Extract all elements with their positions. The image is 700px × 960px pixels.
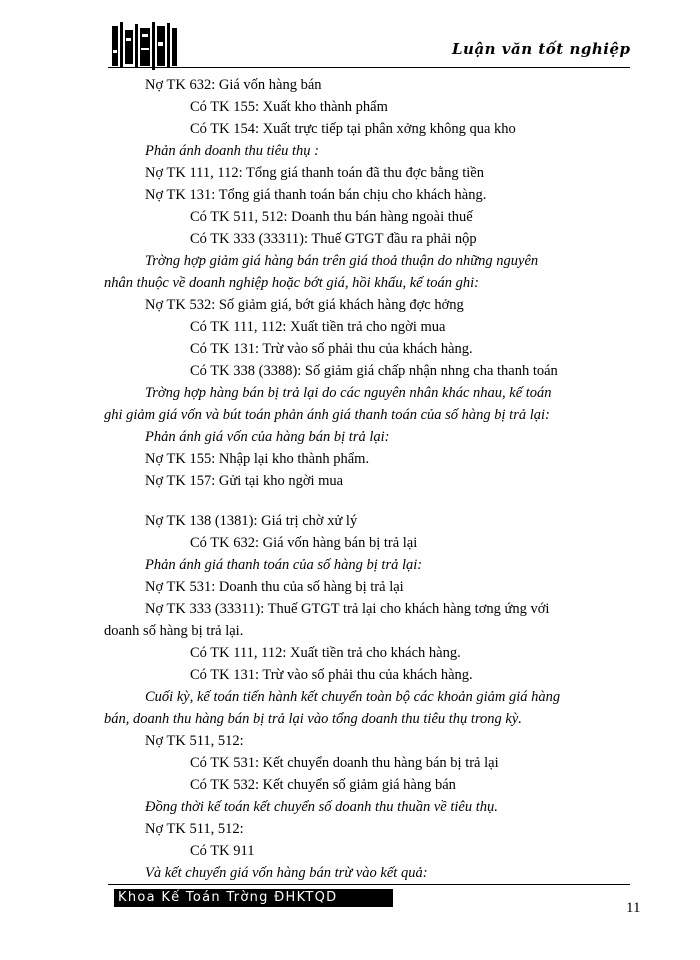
- text-line: Trờng hợp hàng bán bị trả lại do các nguyên nhân khác nhau, kế toán: [145, 385, 552, 401]
- text-line: Nợ TK 111, 112: Tổng giá thanh toán đã thu đợc bằng tiền: [145, 165, 484, 181]
- text-line: Nợ TK 632: Giá vốn hàng bán: [145, 77, 322, 93]
- text-line: Có TK 532: Kết chuyển số giảm giá hàng bán: [190, 777, 456, 793]
- page-number: 11: [626, 900, 641, 916]
- text-line: doanh số hàng bị trả lại.: [104, 623, 244, 639]
- text-line: Có TK 155: Xuất kho thành phẩm: [190, 99, 388, 115]
- text-line: Nợ TK 131: Tổng giá thanh toán bán chịu cho khách hàng.: [145, 187, 487, 203]
- text-line: nhân thuộc về doanh nghiệp hoặc bớt giá, hồi khấu, kế toán ghi:: [104, 275, 480, 291]
- text-line: Nợ TK 511, 512:: [145, 821, 244, 837]
- text-line: bán, doanh thu hàng bán bị trả lại vào tổng doanh thu tiêu thụ trong kỳ.: [104, 711, 522, 727]
- text-line: Có TK 511, 512: Doanh thu bán hàng ngoài thuế: [190, 209, 473, 225]
- text-line: Có TK 632: Giá vốn hàng bán bị trả lại: [190, 535, 418, 551]
- text-line: Nợ TK 333 (33311): Thuế GTGT trả lại cho khách hàng tơng ứng với: [145, 601, 550, 617]
- text-line: Có TK 911: [190, 843, 255, 859]
- text-line: Phản ánh giá vốn của hàng bán bị trả lại:: [145, 429, 390, 445]
- text-line: Có TK 131: Trừ vào số phải thu của khách hàng.: [190, 341, 473, 357]
- text-line: Và kết chuyển giá vốn hàng bán trừ vào kết quả:: [145, 865, 428, 881]
- text-line: Có TK 111, 112: Xuất tiền trả cho khách hàng.: [190, 645, 461, 661]
- footer-divider: [108, 884, 630, 885]
- text-line: Nợ TK 157: Gửi tại kho ngời mua: [145, 473, 344, 489]
- text-line: Nợ TK 155: Nhập lại kho thành phẩm.: [145, 451, 370, 467]
- text-line: Nợ TK 531: Doanh thu của số hàng bị trả lại: [145, 579, 404, 595]
- text-line: Có TK 338 (3388): Số giảm giá chấp nhận nhng cha thanh toán: [190, 363, 558, 379]
- text-line: Cuối kỳ, kế toán tiến hành kết chuyển toàn bộ các khoản giảm giá hàng: [145, 689, 561, 705]
- text-line: Nợ TK 532: Số giảm giá, bớt giá khách hàng đợc hởng: [145, 297, 464, 313]
- text-line: Phản ánh giá thanh toán của số hàng bị trả lại:: [145, 557, 423, 573]
- text-line: Trờng hợp giảm giá hàng bán trên giá thoả thuận do những nguyên: [145, 253, 539, 269]
- logo-graphic: [110, 20, 178, 72]
- text-line: Có TK 154: Xuất trực tiếp tại phân xởng không qua kho: [190, 121, 516, 137]
- text-line: Có TK 333 (33311): Thuế GTGT đầu ra phải nộp: [190, 231, 477, 247]
- text-line: Nợ TK 511, 512:: [145, 733, 244, 749]
- footer-banner: Khoa Kế Toán Trờng ĐHKTQD: [114, 889, 393, 907]
- header-title: Luận văn tốt nghiệp: [452, 40, 631, 58]
- text-line: Đồng thời kế toán kết chuyển số doanh thu thuần về tiêu thụ.: [145, 799, 498, 815]
- text-line: Phản ánh doanh thu tiêu thụ :: [145, 143, 319, 159]
- text-line: ghi giảm giá vốn và bút toán phản ánh giá thanh toán của số hàng bị trả lại:: [104, 407, 550, 423]
- text-line: Có TK 531: Kết chuyển doanh thu hàng bán bị trả lại: [190, 755, 499, 771]
- header-divider: [108, 67, 630, 68]
- text-line: Có TK 131: Trừ vào số phải thu của khách hàng.: [190, 667, 473, 683]
- text-line: Nợ TK 138 (1381): Giá trị chờ xử lý: [145, 513, 358, 529]
- text-line: Có TK 111, 112: Xuất tiền trả cho ngời mua: [190, 319, 446, 335]
